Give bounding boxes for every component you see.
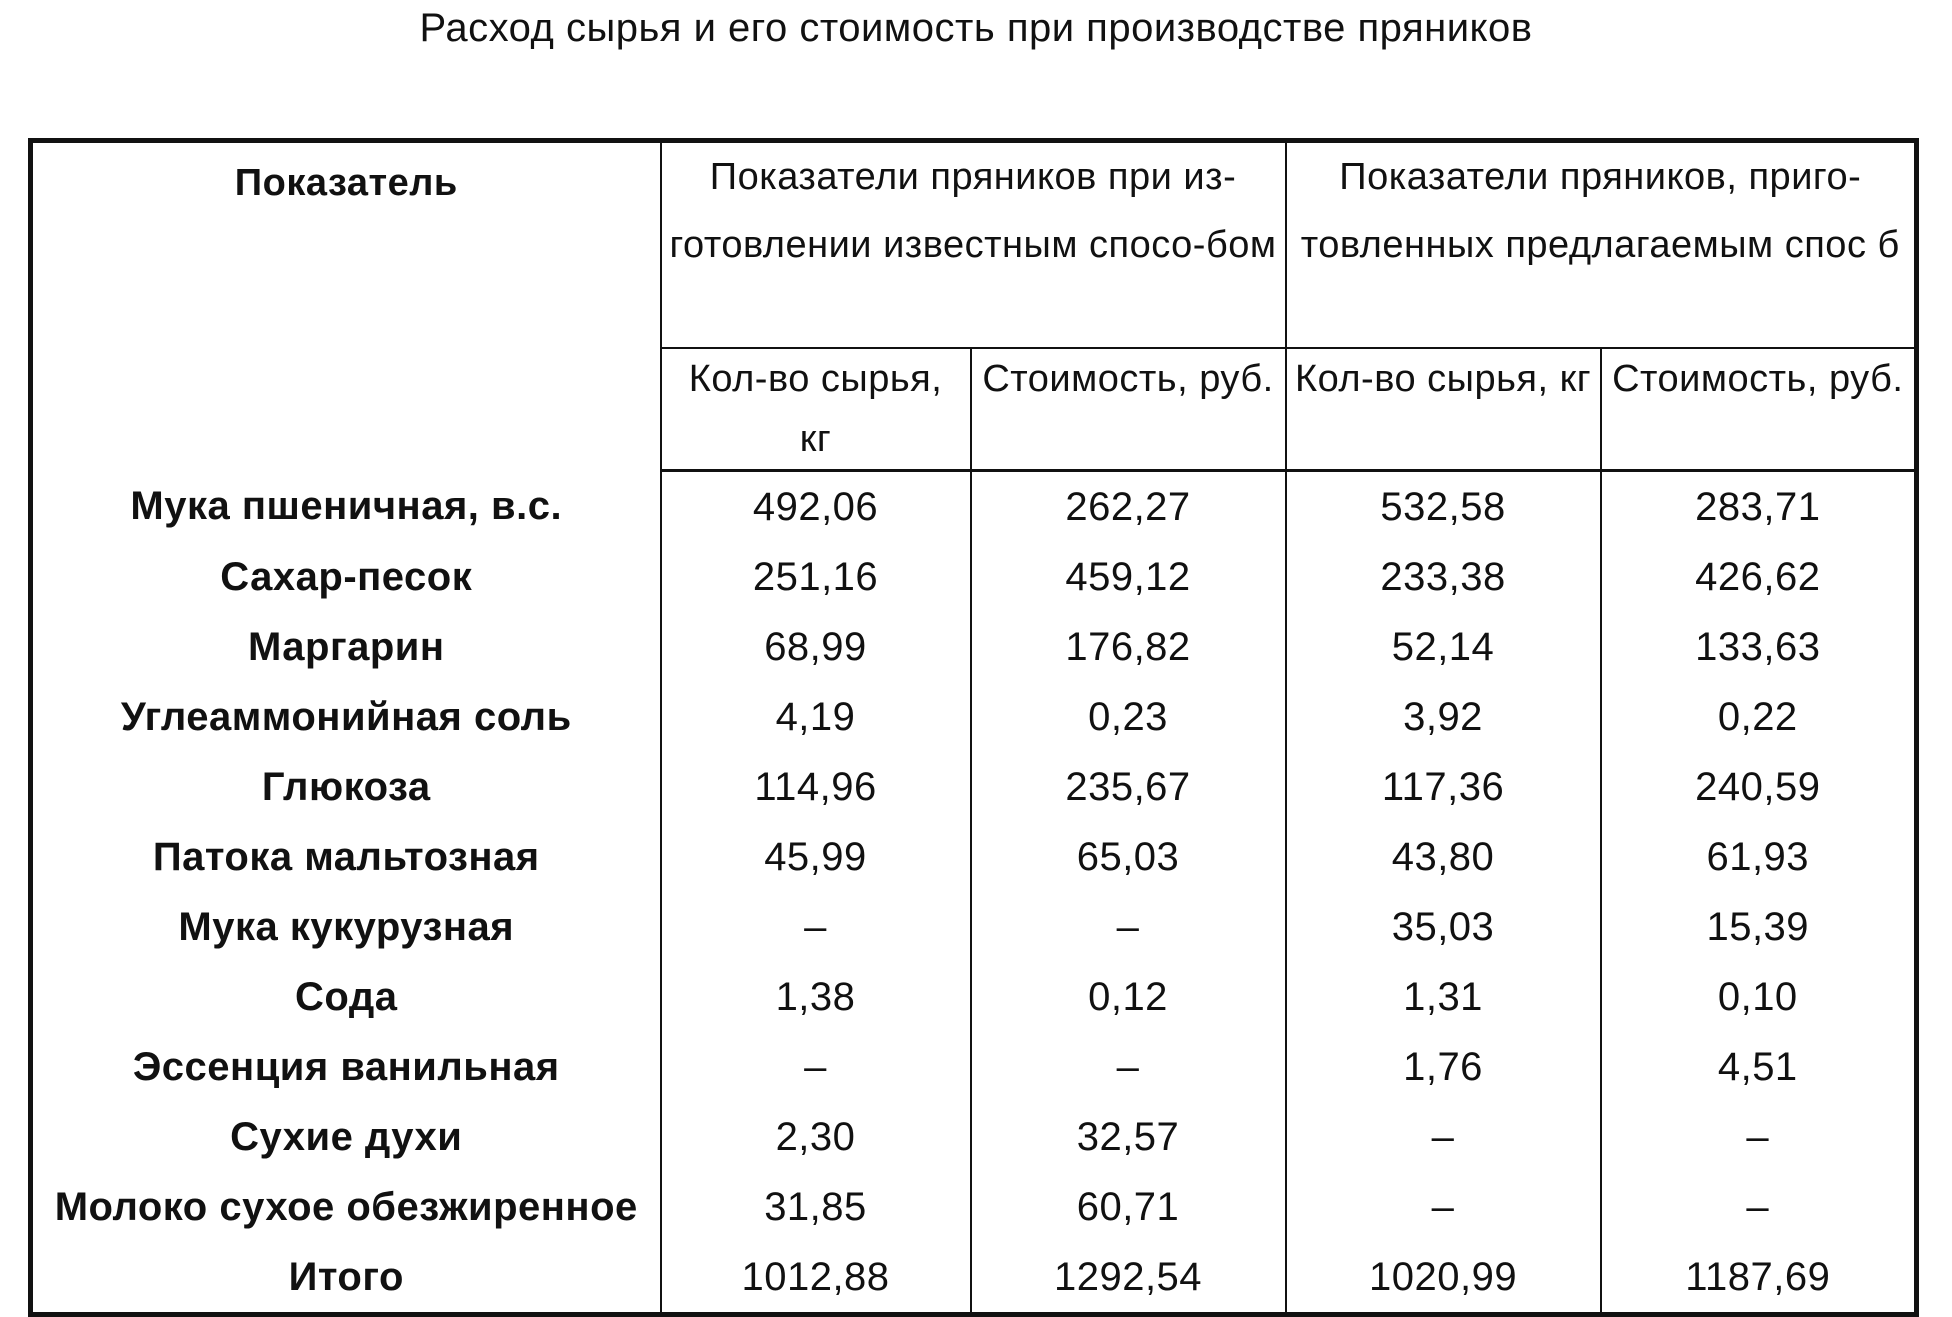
known-qty-cell: 114,96 bbox=[661, 752, 971, 822]
known-cost-cell: 1292,54 bbox=[971, 1242, 1286, 1315]
row-label: Глюкоза bbox=[31, 752, 661, 822]
proposed-cost-cell: 0,10 bbox=[1717, 974, 1798, 1019]
table-header-row bbox=[31, 141, 1917, 349]
row-label: Патока мальтозная bbox=[31, 822, 661, 892]
table-row-total bbox=[31, 1242, 1917, 1315]
row-label: Итого bbox=[31, 1242, 661, 1315]
known-cost-cell: 0,12 bbox=[971, 962, 1286, 1032]
proposed-qty-cell: 3,92 bbox=[1286, 682, 1601, 752]
proposed-cost-cell: 4,51 bbox=[1717, 1044, 1798, 1089]
raw-material-cost-table bbox=[28, 138, 1919, 1317]
table-row bbox=[31, 682, 1917, 752]
known-qty-cell: 1,38 bbox=[661, 962, 971, 1032]
proposed-cost-cell: 283,71 bbox=[1695, 484, 1821, 529]
row-label: Сухие духи bbox=[31, 1102, 661, 1172]
row-label: Мука кукурузная bbox=[31, 892, 661, 962]
header-known-cost: Стоимость, руб. bbox=[971, 348, 1286, 471]
proposed-qty-cell: – bbox=[1286, 1102, 1601, 1172]
known-cost-cell: 262,27 bbox=[971, 471, 1286, 543]
proposed-qty-cell: 1,31 bbox=[1286, 962, 1601, 1032]
proposed-cost-cell: 240,59 bbox=[1695, 764, 1821, 809]
page-title: Расход сырья и его стоимость при производстве пряников bbox=[419, 6, 1533, 50]
proposed-qty-cell: 117,36 bbox=[1286, 752, 1601, 822]
known-cost-cell: 60,71 bbox=[971, 1172, 1286, 1242]
proposed-qty-cell: 43,80 bbox=[1286, 822, 1601, 892]
known-qty-cell: 251,16 bbox=[661, 542, 971, 612]
known-qty-cell: 4,19 bbox=[661, 682, 971, 752]
header-known-method: Показатели пряников при из-готовлении известным спосо-бом bbox=[661, 141, 1286, 349]
proposed-cost-cell: 15,39 bbox=[1706, 904, 1810, 949]
table-row bbox=[31, 822, 1917, 892]
proposed-qty-cell: 1020,99 bbox=[1286, 1242, 1601, 1315]
proposed-cost-cell: 1187,69 bbox=[1685, 1254, 1831, 1299]
row-label: Мука пшеничная, в.с. bbox=[31, 471, 661, 543]
row-label: Углеаммонийная соль bbox=[31, 682, 661, 752]
known-qty-cell: 68,99 bbox=[661, 612, 971, 682]
header-indicator: Показатель bbox=[31, 141, 661, 471]
proposed-cost-cell: 426,62 bbox=[1695, 554, 1821, 599]
known-qty-cell: 2,30 bbox=[661, 1102, 971, 1172]
known-cost-cell: 235,67 bbox=[971, 752, 1286, 822]
table-row bbox=[31, 962, 1917, 1032]
proposed-cost-cell: – bbox=[1746, 1114, 1770, 1159]
proposed-cost-cell: 0,22 bbox=[1717, 694, 1798, 739]
known-cost-cell: 176,82 bbox=[971, 612, 1286, 682]
proposed-qty-cell: 233,38 bbox=[1286, 542, 1601, 612]
table-row bbox=[31, 892, 1917, 962]
proposed-qty-cell: – bbox=[1286, 1172, 1601, 1242]
known-cost-cell: – bbox=[971, 892, 1286, 962]
known-cost-cell: 32,57 bbox=[971, 1102, 1286, 1172]
proposed-qty-cell: 532,58 bbox=[1286, 471, 1601, 543]
row-label: Маргарин bbox=[31, 612, 661, 682]
header-proposed-cost: Стоимость, руб. bbox=[1601, 348, 1917, 471]
table-row bbox=[31, 1102, 1917, 1172]
proposed-cost-cell: 133,63 bbox=[1695, 624, 1821, 669]
known-cost-cell: 459,12 bbox=[971, 542, 1286, 612]
proposed-qty-cell: 1,76 bbox=[1286, 1032, 1601, 1102]
known-cost-cell: – bbox=[971, 1032, 1286, 1102]
known-qty-cell: 492,06 bbox=[661, 471, 971, 543]
row-label: Сахар-песок bbox=[31, 542, 661, 612]
row-label: Сода bbox=[31, 962, 661, 1032]
table-row bbox=[31, 1172, 1917, 1242]
proposed-qty-cell: 52,14 bbox=[1286, 612, 1601, 682]
table-row bbox=[31, 1032, 1917, 1102]
proposed-qty-cell: 35,03 bbox=[1286, 892, 1601, 962]
proposed-cost-cell: – bbox=[1746, 1184, 1770, 1229]
table-row bbox=[31, 542, 1917, 612]
known-qty-cell: 31,85 bbox=[661, 1172, 971, 1242]
known-qty-cell: 1012,88 bbox=[661, 1242, 971, 1315]
known-cost-cell: 65,03 bbox=[971, 822, 1286, 892]
row-label: Эссенция ванильная bbox=[31, 1032, 661, 1102]
known-qty-cell: – bbox=[661, 1032, 971, 1102]
header-proposed-method: Показатели пряников, приго-товленных предлагаемым спос б bbox=[1286, 141, 1917, 349]
proposed-cost-cell: 61,93 bbox=[1706, 834, 1810, 879]
header-known-qty: Кол-во сырья, кг bbox=[661, 348, 971, 471]
known-cost-cell: 0,23 bbox=[971, 682, 1286, 752]
header-proposed-qty: Кол-во сырья, кг bbox=[1286, 348, 1601, 471]
table-row bbox=[31, 471, 1917, 543]
known-qty-cell: 45,99 bbox=[661, 822, 971, 892]
table-row bbox=[31, 612, 1917, 682]
known-qty-cell: – bbox=[661, 892, 971, 962]
table-row bbox=[31, 752, 1917, 822]
row-label: Молоко сухое обезжиренное bbox=[31, 1172, 661, 1242]
